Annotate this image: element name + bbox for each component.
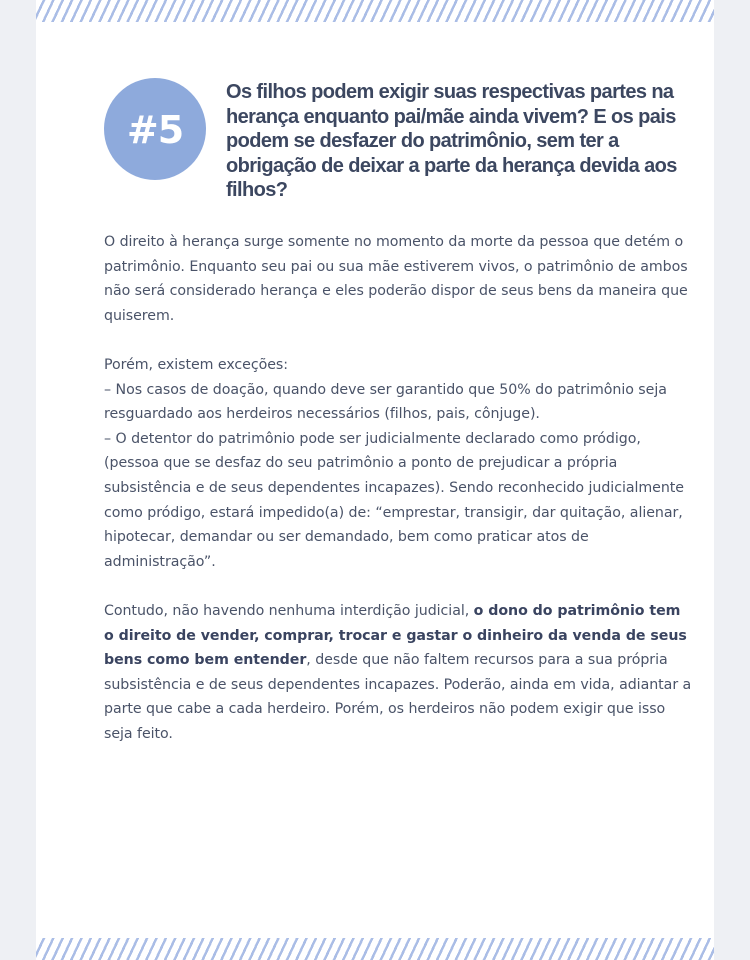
question-heading: Os filhos podem exigir suas respectivas partes na herança enquanto pai/mãe ainda vivem? E os pais podem se desfazer do patrimônio, sem ter a obrigação de deixar a parte da herança devida aos filhos? (226, 81, 677, 201)
owner-rights-highlight: o dono do patrimônio tem o direito de vender, comprar, trocar e gastar o dinheiro da venda de seus bens como bem entender (104, 602, 687, 669)
owner-rights-intro: Contudo, não havendo nenhuma interdição judicial, (104, 602, 474, 619)
paragraph-owner-rights (104, 599, 694, 747)
number-badge (104, 78, 206, 180)
exceptions-intro: Porém, existem exceções: (104, 356, 288, 373)
top-stripe-border (36, 0, 714, 22)
exceptions-block (104, 353, 694, 574)
paragraph-inheritance-definition: O direito à herança surge somente no momento da morte da pessoa que detém o patrimônio. Enquanto seu pai ou sua mãe estiverem vivos, o patrimônio de ambos não será considerado herança e eles poderão dispor de seus bens da maneira que quiserem. (104, 234, 688, 324)
owner-rights-conclusion: , desde que não faltem recursos para a sua própria subsistência e de seus dependentes incapazes. Poderão, ainda em vida, adiantar a parte que cabe a cada herdeiro. Porém, os herdeiros não podem exigir que isso seja feito. (104, 652, 692, 742)
badge-label: #5 (126, 108, 184, 152)
answer-body (104, 230, 694, 771)
exception-item-prodigal: – O detentor do patrimônio pode ser judicialmente declarado como pródigo, (pessoa que se desfaz do seu patrimônio a ponto de prejudicar a própria subsistência e de seus dependentes incapazes). Sendo reconhecido judicialmente como pródigo, estará impedido(a) de: “emprestar, transigir, dar quitação, alienar, hipotecar, demandar ou ser demandado, bem como praticar atos de administração”. (104, 430, 684, 570)
exception-item-donation: – Nos casos de doação, quando deve ser garantido que 50% do patrimônio seja resguardado aos herdeiros necessários (filhos, pais, cônjuge). (104, 381, 667, 423)
bottom-stripe-border (36, 938, 714, 960)
